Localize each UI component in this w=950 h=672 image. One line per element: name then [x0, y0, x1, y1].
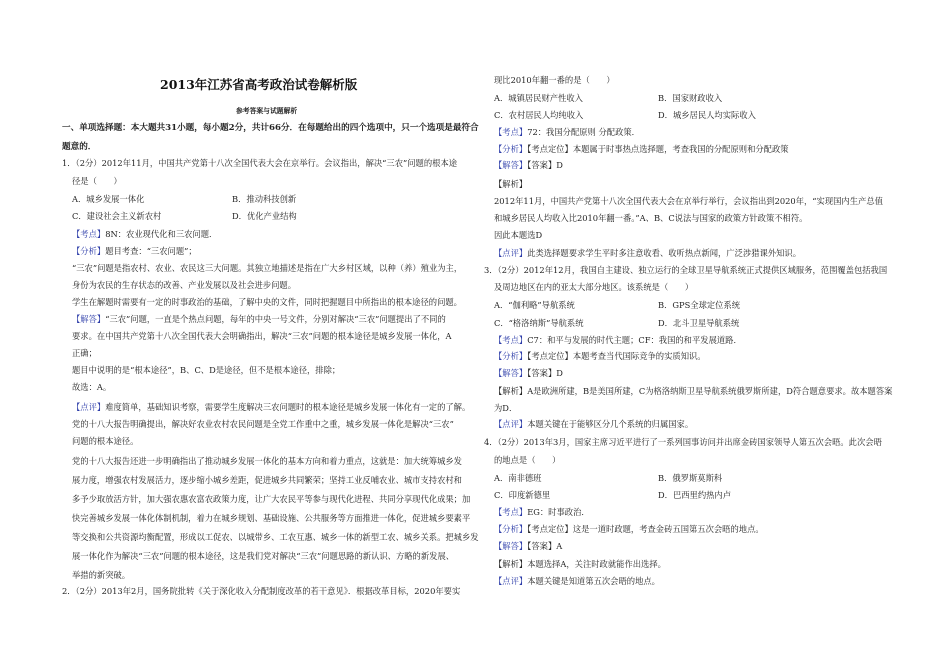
q1-jieda: 【解答】“三农”问题，一直是个热点问题，每年的中央一号文件，分别对解决“三农”问题提出了不同的: [72, 314, 446, 324]
q4-dianping: 【点评】本题关键是知道第五次会晤的地点。: [494, 576, 660, 586]
document-subtitle: 参考答案与试题解析: [236, 107, 298, 115]
q1-extra-text: 展一体化作为解决“三农”问题的根本途径，这是我们党对解决“三农”问题思路的新认识、方略的新发展、: [72, 551, 455, 561]
q1-extra-text: 举措的新突破。: [72, 570, 131, 580]
q1-extra-text: 等交换和公共资源均衡配置，形成以工促农、以城带乡、工农互惠、城乡一体的新型工农、城乡关系。把城乡发: [72, 532, 479, 542]
q2-jiexi-label: 【解析】: [494, 179, 528, 189]
q4-jiexi-text: 【解析】本题选择A，关注时政就能作出选择。: [494, 559, 666, 569]
q4-kaodian: 【考点】EG：时事政治．: [494, 507, 590, 517]
q3-jiexi-text: 【解析】A是欧洲所建，B是美国所建，C为格洛纳斯卫星导航系统俄罗斯所建，D符合题意要求。故本题答案: [494, 386, 893, 396]
q4-option-a: A．南非德班: [494, 473, 542, 483]
q2-dianping: 【点评】此类选择题要求学生平时多注意收看、收听热点新闻，广泛涉猎课外知识。: [494, 248, 802, 258]
section-heading: 一、单项选择题：本大题共31小题，每小题2分，共计66分．在每题给出的四个选项中，只一个选项是最符合: [62, 123, 479, 133]
q1-fenxi-text: “三农”问题是指农村、农业、农民这三大问题。其独立地描述是指在广大乡村区域，以种（养）殖业为主，: [72, 263, 463, 273]
q4-stem-cont: 的地点是（ ）: [494, 455, 561, 465]
q2-jiexi-text: 和城乡居民人均收入比2010年翻一番。”A、B、C说法与国家的政策方针政策不相符。: [494, 213, 808, 223]
q3-jieda: 【解答】【答案】D: [494, 368, 563, 378]
q1-jieda-text: 要求。在中国共产党第十八次全国代表大会明确指出，解决“三农”问题的根本途径是城乡发展一体化，A: [72, 331, 452, 341]
q3-jiexi-text: 为D．: [494, 403, 518, 413]
q1-option-b: B．推动科技创新: [232, 194, 297, 204]
q4-option-c: C．印度新德里: [494, 490, 551, 500]
q2-option-d: D．城乡居民人均实际收入: [658, 110, 756, 120]
q2-option-c: C．农村居民人均纯收入: [494, 110, 584, 120]
q1-stem-cont: 径是（ ）: [72, 176, 122, 186]
q1-option-c: C．建设社会主义新农村: [72, 211, 162, 221]
q3-option-a: A．“伽利略”导航系统: [494, 300, 575, 310]
q1-jieda-text: 正确；: [72, 348, 97, 358]
q1-extra-text: 党的十八大报告还进一步明确指出了推动城乡发展一体化的基本方向和着力重点，这就是：加大统筹城乡发: [72, 456, 462, 466]
q1-fenxi-text: 学生在解题时需要有一定的时事政治的基础，了解中央的文件，同时把握题目中所指出的根本途径的问题。: [72, 297, 462, 307]
q1-extra-text: 快完善城乡发展一体化体制机制，着力在城乡规划、基础设施、公共服务等方面推进一体化，促进城乡要素平: [72, 513, 471, 523]
q1-extra-text: 多予少取放活方针，加大强农惠农富农政策力度，让广大农民平等参与现代化进程、共同分享现代化成果；加: [72, 494, 471, 504]
q2-fenxi: 【分析】【考点定位】本题属于时事热点选择题，考查我国的分配原则和分配政策: [494, 144, 789, 154]
q3-fenxi: 【分析】【考点定位】本题考查当代国际竞争的实质知识。: [494, 351, 706, 361]
q3-stem-cont: 及周边地区在内的亚太大部分地区。该系统是（ ）: [494, 282, 694, 292]
q3-dianping: 【点评】本题关键在于能够区分几个系统的归属国家。: [494, 419, 694, 429]
q1-fenxi-text: 身份为农民的生存状态的改善、产业发展以及社会进步问题。: [72, 280, 297, 290]
q2-jiexi-text: 2012年11月，中国共产党第十八次全国代表大会在京举行举行，会议指出到2020年，“实现国内生产总值: [494, 196, 883, 206]
q1-dianping-text: 党的十八大报告明确提出，解决好农业农村农民问题是全党工作重中之重，城乡发展一体化是解决“三农”: [72, 419, 454, 429]
q1-kaodian: 【考点】8N：农业现代化和三农问题．: [72, 229, 218, 239]
q2-jiexi-text: 因此本题选D: [494, 230, 543, 240]
q1-jieda-text: 故选：A。: [72, 382, 112, 392]
q2-option-a: A．城镇居民财产性收入: [494, 93, 583, 103]
q1-extra-text: 展力度，增强农村发展活力，逐步缩小城乡差距，促进城乡共同繁荣；坚持工业反哺农业、城市支持农村和: [72, 475, 462, 485]
q4-option-b: B．俄罗斯莫斯科: [658, 473, 723, 483]
q2-option-b: B．国家财政收入: [658, 93, 723, 103]
q4-jieda: 【解答】【答案】A: [494, 541, 563, 551]
q4-fenxi: 【分析】【考点定位】这是一道时政题，考查金砖五国第五次会晤的地点。: [494, 524, 764, 534]
q1-stem: 1．（2分）2012年11月，中国共产党第十八次全国代表大会在京举行。会议指出，解决“三农”问题的根本途: [62, 158, 458, 168]
q3-option-c: C．“格洛纳斯”导航系统: [494, 318, 584, 328]
q1-jieda-text: 题目中说明的是“根本途径”，B、C、D是途径，但不是根本途径，排除；: [72, 365, 341, 375]
q1-dianping-text: 问题的根本途径。: [72, 436, 139, 446]
q2-stem-cont: 现比2010年翻一番的是（ ）: [494, 75, 615, 85]
q1-option-a: A．城乡发展一体化: [72, 194, 145, 204]
q2-stem: 2．（2分）2013年2月，国务院批转《关于深化收入分配制度改革的若干意见》．根据改革目标，2020年要实: [62, 586, 461, 596]
q3-stem: 3．（2分）2012年12月，我国自主建设、独立运行的全球卫星导航系统正式提供区域服务，范围覆盖包括我国: [484, 265, 888, 275]
q3-option-b: B．GPS全球定位系统: [658, 300, 741, 310]
q4-stem: 4．（2分）2013年3月，国家主席习近平进行了一系列国事访问并出席金砖国家领导人第五次会晤。此次会晤: [484, 437, 882, 447]
q2-kaodian: 【考点】72：我国分配原则 分配政策．: [494, 127, 640, 137]
q1-fenxi: 【分析】题目考查：“三农问题”；: [72, 246, 197, 256]
q3-option-d: D．北斗卫星导航系统: [658, 318, 740, 328]
q3-kaodian: 【考点】C7：和平与发展的时代主题；CF：我国的和平发展道路．: [494, 335, 742, 345]
q2-jieda: 【解答】【答案】D: [494, 160, 563, 170]
document-title: 2013年江苏省高考政治试卷解析版: [160, 77, 358, 92]
q4-option-d: D．巴西里约热内卢: [658, 490, 732, 500]
q1-option-d: D．优化产业结构: [232, 211, 297, 221]
section-heading-cont: 题意的．: [62, 142, 97, 152]
q1-dianping: 【点评】难度简单，基础知识考察，需要学生度解决三农问题时的根本途径是城乡发展一体化有一定的了解。: [72, 402, 471, 412]
